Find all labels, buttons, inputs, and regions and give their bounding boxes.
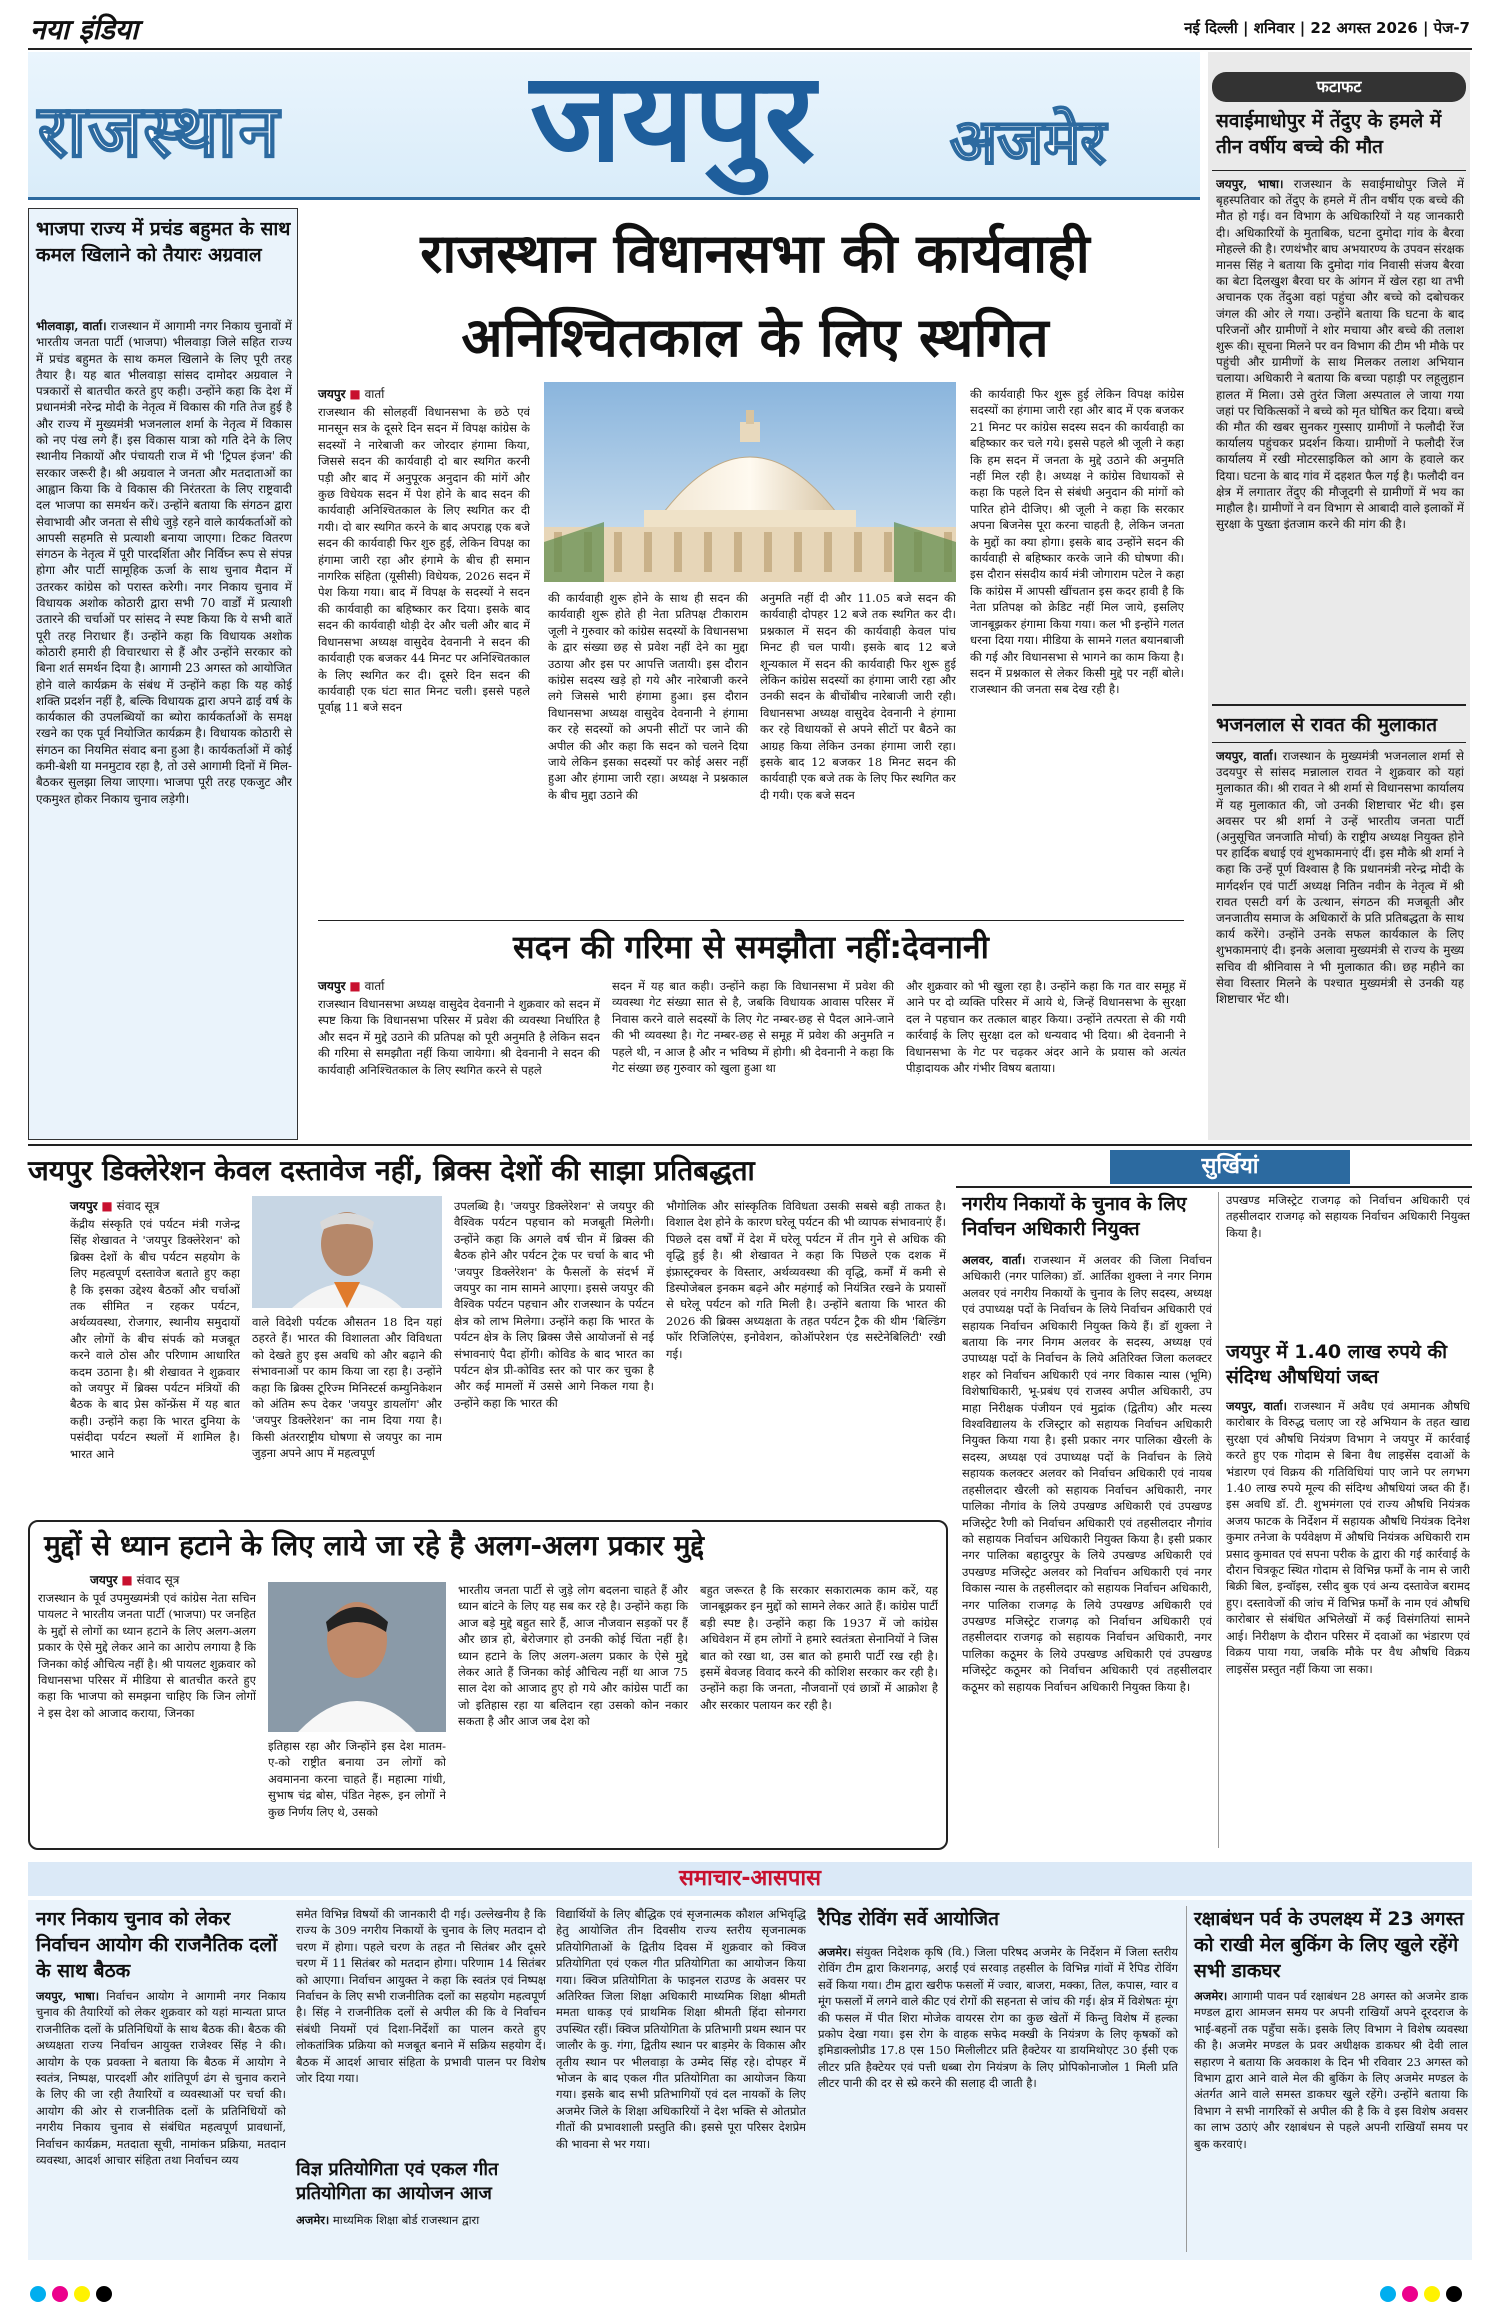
pilot-col1: राजस्थान के पूर्व उपमुख्यमंत्री एवं कांग्रेस नेता सचिन पायलट ने भारतीय जनता पार्टी (भाजपा) पर जनहित के मुद्दों से लोगों का ध्यान हटाने के लिए अलग-अलग प्रकार के ऐसे मुद्दे लेकर आने का आरोप लगाया है कि जिनका कोई औचित्य नहीं है। श्री पायलट शुक्रवार को विधानसभा परिसर में मीडिया से बातचीत करते हुए कहा कि भाजपा को समझना चाहिए कि जिन लोगों ने इस देश को आजाद कराया, जिनका: [38, 1591, 256, 1720]
fatafat-label: [1212, 72, 1466, 102]
lead-headline: राजस्थान विधानसभा की कार्यवाही अनिश्चितकाल के लिए स्थगित: [420, 222, 1090, 369]
aaspaas-a-body2: समेत विभिन्न विषयों की जानकारी दी गई। उल्लेखनीय है कि राज्य के 309 नगरीय निकायों के चुनाव के लिए मतदान दो चरण में होगा। पहले चरण के तहत नौ सितंबर और दूसरे चरण में 11 सितंबर को मतदान होगा। परिणाम 14 सितंबर को आएगा। निर्वाचन आयुक्त ने कहा कि स्वतंत्र एवं निष्पक्ष निर्वाचन के लिए सभी राजनीतिक दलों का सहयोग महत्वपूर्ण है। सिंह ने राजनीतिक दलों से अपील की कि वे निर्वाचन संबंधी नियमों एवं दिशा-निर्देशों का पालन करते हुए लोकतांत्रिक प्रक्रिया को मजबूत बनाने में सक्रिय सहयोग दें। बैठक में आदर्श आचार संहिता के प्रभावी पालन पर विशेष जोर दिया गया।: [296, 1907, 546, 2086]
masthead-city: जयपुर: [530, 46, 816, 190]
fatafat-headline: सवाईमाधोपुर में तेंदुए के हमले में तीन वर्षीय बच्चे की मौत: [1216, 110, 1442, 158]
lead-col2: की कार्यवाही शुरू होने के साथ ही सदन की कार्यवाही शुरू होते ही नेता प्रतिपक्ष टीकाराम जूली ने गुरुवार को कांग्रेस सदस्यों के विधानसभा के द्वार संख्या छह से प्रवेश नहीं देने का मुद्दा उठाया और इस पर आपत्ति जतायी। इस दौरान कांग्रेस सदस्य खड़े हो गये और नारेबाजी करने लगे जिससे भारी हंगामा हुआ। इस दौरान विधानसभा अध्यक्ष वासुदेव देवनानी ने हंगामा कर रहे सदस्यों को अपनी सीटों पर जाने की अपील की और कहा कि सदन को चलने दिया जाये लेकिन इसका सदस्यों पर कोई असर नहीं हुआ और हंगामा जारी रहा। अध्यक्ष ने प्रश्नकाल के बीच मुद्दा उठाने की: [548, 591, 748, 802]
aaspaas-b-body2: विद्यार्थियों के लिए बौद्धिक एवं सृजनात्मक कौशल अभिवृद्धि हेतु आयोजित तीन दिवसीय राज्य स्तरीय सृजनात्मक प्रतियोगिताओं के द्वितीय दिवस में शुक्रवार को क्विज प्रतियोगिता एवं एकल गीत प्रतियोगिता का आयोजन किया गया। क्विज प्रतियोगिता के फाइनल राउण्ड के अवसर पर अतिरिक्त जिला शिक्षा अधिकारी माध्यमिक शिक्षा श्रीमती ममता धाकड़ एवं प्राथमिक शिक्षा श्रीमती हिंदा सोनगरा उपस्थित रहीं। क्विज प्रतियोगिता के प्रतिभागी प्रथम स्थान पर जालौर के कु. गंगा, द्वितीय स्थान पर बाड़मेर के विकास और तृतीय स्थान पर भीलवाड़ा के उम्मेद सिंह रहे। दोपहर में भोजन के बाद एकल गीत प्रतियोगिता का आयोजन किया गया। इसके बाद सभी प्रतिभागियों एवं दल नायकों के लिए अजमेर जिले के शिक्षा अधिकारियों ने देश भक्ति से ओतप्रोत गीतों की प्रभावशाली प्रस्तुति की। इससे पूरा परिसर देशप्रेम की भावना से भर गया।: [556, 1907, 806, 2151]
devnani-headline: सदन की गरिमा से समझौता नहीं:देवनानी: [513, 928, 989, 966]
lead-col3: अनुमति नहीं दी और 11.05 बजे सदन की कार्यवाही दोपहर 12 बजे तक स्थगित कर दी। प्रश्नकाल में सदन की कार्यवाही केवल पांच मिनट ही चल पायी। इसके बाद 12 बजे शून्यकाल में सदन की कार्यवाही फिर शुरू हुई लेकिन कांग्रेस सदस्यों का हंगामा जारी रहा और उनकी सदन के बीचोंबीच नारेबाजी जारी रही। विधानसभा अध्यक्ष वासुदेव देवनानी ने हंगामा कर रहे विधायकों से अपने सीटों पर बैठने का आग्रह किया लेकिन उनका हंगामा जारी रहा। इसके बाद 12 बजकर 18 मिनट सदन की कार्यवाही एक बजे तक के लिए फिर स्थगित कर दी गयी। एक बजे सदन: [760, 591, 956, 802]
surkhiyan-item1-headline: नगरीय निकायों के चुनाव के लिए निर्वाचन अधिकारी नियुक्त: [962, 1193, 1187, 1240]
bjp-body: भीलवाड़ा, वार्ता। राजस्थान में आगामी नगर निकाय चुनावों में भारतीय जनता पार्टी (भाजपा) भीलवाड़ा जिले सहित राज्य में प्रचंड बहुमत के साथ कमल खिलाने के लिए पूरी तरह तैयार है। यह बात भीलवाड़ा सांसद दामोदर अग्रवाल ने पत्रकारों से बातचीत करते हुए कही। उन्होंने कहा कि देश में प्रधानमंत्री नरेन्द्र मोदी के नेतृत्व में विकास की गति तेज हुई है और राज्य में मुख्यमंत्री भजनलाल शर्मा के नेतृत्व में विकास को नए पंख लगे हैं। इस विकास यात्रा को गति देने के लिए स्थानीय निकायों और पंचायती राज में भी 'ट्रिपल इंजन' की सरकार जरूरी है। श्री अग्रवाल ने जनता और मतदाताओं का आह्वान किया कि वे विकास की निरंतरता के लिए राष्ट्रवादी दल भाजपा का समर्थन करें। उन्होंने बताया कि संगठन द्वारा सेवाभावी और जनता से सीधे जुड़े रहने वाले कार्यकर्ताओं को आपसी सहमति से प्रत्याशी बनाया जाएगा। टिकट वितरण संगठन के नेतृत्व में पूरी पारदर्शिता और निर्विघ्न रूप से संपन्न होगा और पार्टी सामूहिक ऊर्जा के साथ चुनाव मैदान में उतरकर कांग्रेस को परास्त करेगी। नगर निकाय चुनाव में विधायक अशोक कोठारी द्वारा सभी 70 वार्डों में प्रत्याशी उतारने की चर्चाओं पर सांसद ने स्पष्ट किया कि ये सभी बातें पूरी तरह निराधार हैं। उन्होंने कहा कि विधायक अशोक कोठारी हमारी ही विचारधारा से हैं और उन्होंने सरकार को बिना शर्त समर्थन दिया है। आगामी 23 अगस्त को आयोजित होने वाले कार्यक्रम के संबंध में उन्होंने कहा कि यह कोई शक्ति प्रदर्शन नहीं है, बल्कि विधायक द्वारा अपने ढाई वर्ष के कार्यकाल की उपलब्धियों का ब्योरा कार्यकर्ताओं के समक्ष रखने का एक पूर्व नियोजित कार्यक्रम है। विधायक कोठारी से संगठन का नियमित संवाद बना हुआ है। कार्यकर्ताओं में कोई कमी-बेशी या मनमुटाव रहा है, तो उसे आगामी दिनों में मिल-बैठकर सुलझा लिया जाएगा। भाजपा पूरी तरह एकजुट और एकमुश्त होकर निकाय चुनाव लड़ेगी।: [36, 319, 292, 806]
registration-marks-left: [30, 2286, 112, 2302]
surkhiyan-label-text: सुर्खियां: [1201, 1154, 1259, 1179]
assembly-photo: [544, 382, 956, 582]
fatafat-body: जयपुर, भाषा। राजस्थान के सवाईमाधोपुर जिले में बृहस्पतिवार को तेंदुए के हमले में तीन वर्षीय एक बच्चे की मौत हो गई। वन विभाग के अधिकारियों ने यह जानकारी दी। अधिकारियों के मुताबिक, घटना दुमोदा गांव के बैरवा मोहल्ले की है। रणथंभौर बाघ अभयारण्य के उपवन संरक्षक मानस सिंह ने बताया कि दुमोदा गांव निवासी संजय बैरवा का बेटा दिलखुश बैरवा घर के आंगन में खेल रहा था तभी अचानक एक तेंदुआ वहां पहुंचा और बच्चे को दबोचकर जंगल की ओर ले गया। उन्होंने बताया कि घटना के बाद परिजनों और ग्रामीणों ने शोर मचाया और बच्चे की तलाश शुरू की। सूचना मिलने पर वन विभाग की टीम भी मौके पर पहुंची और ग्रामीणों के साथ मिलकर तलाश अभियान चलाया। अधिकारी ने बताया कि बच्चा पहाड़ी पर लहूलुहान हालत में मिला। उसे तुरंत जिला अस्पताल ले जाया गया जहां पर चिकित्सकों ने बच्चे को मृत घोषित कर दिया। बच्चे की मौत की खबर सुनकर गुस्साए ग्रामीणों ने फलौदी रेंज कार्यालय पहुंचकर प्रदर्शन किया। ग्रामीणों ने फलौदी रेंज कार्यालय में रखी मोटरसाइकिल को आग के हवाले कर दिया। घटना के बाद गांव में दहशत फैल गई है। फलौदी वन क्षेत्र में लगातार तेंदुए की मौजूदगी से ग्रामीणों में भय का माहौल है। ग्रामीणों ने वन विभाग से आबादी वाले इलाकों में सुरक्षा के पुख्ता इंतजाम करने की मांग की है।: [1216, 177, 1464, 532]
declaration-headline: जयपुर डिक्लेरेशन केवल दस्तावेज नहीं, ब्रिक्स देशों की साझा प्रतिबद्धता: [28, 1154, 755, 1187]
meeting-body: जयपुर, वार्ता। राजस्थान के मुख्यमंत्री भजनलाल शर्मा से उदयपुर से सांसद मन्नालाल रावत ने शुक्रवार को यहां मुलाकात की। श्री रावत ने श्री शर्मा से विधानसभा कार्यालय में यह मुलाकात की, जो उनकी शिष्टाचार भेंट थी। इस अवसर पर श्री शर्मा ने उन्हें भारतीय जनता पार्टी (अनुसूचित जनजाति मोर्चा) के राष्ट्रीय अध्यक्ष नियुक्त होने पर हार्दिक बधाई एवं शुभकामनाएं दीं। इस मौके श्री शर्मा ने कहा कि उन्हें पूर्ण विश्वास है कि प्रधानमंत्री नरेन्द्र मोदी के मार्गदर्शन एवं पार्टी अध्यक्ष नितिन नवीन के नेतृत्व में श्री रावत एसटी वर्ग के उत्थान, संगठन की मजबूती और जनजातीय समाज के अधिकारों के प्रति प्रतिबद्धता के साथ कार्य करेंगे। उन्होंने उनके सफल कार्यकाल के लिए शुभकामनाएं दी। इनके अलावा मुख्यमंत्री से राज्य के मुख्य सचिव वी श्रीनिवास ने भी मुलाकात की। छह महीने का सेवा विस्तार मिलने के पश्चात मुख्यमंत्री से उनकी यह शिष्टाचार भेंट थी।: [1216, 749, 1464, 1007]
aaspaas-d-body: अजमेर। आगामी पावन पर्व रक्षाबंधन 28 अगस्त को अजमेर डाक मण्डल द्वारा आमजन समय पर अपनी राखियाँ अपने दूरदराज के भाई-बहनों तक पहुँचा सकें। इसके लिए विभाग ने विशेष व्यवस्था की है। अजमेर मण्डल के प्रवर अधीक्षक डाकघर श्री देवी लाल सहारण ने बताया कि अवकाश के दिन भी रविवार 23 अगस्त को विभाग द्वारा आने वाले मेल की बुकिंग के लिए अजमेर मण्डल के अंतर्गत आने वाले समस्त डाकघर खुले रहेंगे। उन्होंने बताया कि विभाग ने सभी नागरिकों से अपील की है कि वे इस विशेष अवसर का लाभ उठाएं और रक्षाबंधन से पहले अपनी राखियाँ समय पर बुक करवाएं।: [1194, 1989, 1468, 2151]
aaspaas-c-body: अजमेर। संयुक्त निदेशक कृषि (वि.) जिला परिषद अजमेर के निर्देशन में जिला स्तरीय रोविंग टीम द्वारा किशनगढ़, अराईं एवं सरवाड़ तहसील के विभिन्न गांवों में रैपिड रोविंग सर्वे किया गया। टीम द्वारा खरीफ फसलों में ज्वार, बाजरा, मक्का, तिल, कपास, ग्वार व मूंग फसलों में लगने वाले कीट एवं रोगों की सहनता से जांच की गई। क्षेत्र में विशेषतः मूंग की फसल में पीत शिरा मोजेक वायरस रोग का कुछ खेतों में किन्तु विशेष में हल्का प्रकोप देखा गया। इस रोग के वाहक सफेद मक्खी के नियंत्रण के लिए कृषकों को इमिडाक्लोप्रीड 17.8 एस 150 मिलीलीटर प्रति हैक्टेयर या डायमिथोएट 30 ईसी एक लीटर प्रति हैक्टेयर एवं पत्ती धब्बा रोग नियंत्रण के लिए प्रोपिकोनाजोल 1 मिली प्रति लीटर पानी की दर से स्प्रे करने की सलाह दी जाती है।: [818, 1945, 1178, 2091]
aaspaas-c-headline: रैपिड रोविंग सर्वे आयोजित: [818, 1908, 999, 1930]
devnani-col3: और शुक्रवार को भी खुला रहा है। उन्होंने कहा कि गत वार समूह में आने पर दो व्यक्ति परिसर में आये थे, जिन्हें विधानसभा के सुरक्षा दल ने पहचान कर तत्काल बाहर किया। उन्होंने तत्परता से की गयी कार्रवाई के लिए सुरक्षा दल को धन्यवाद भी दिया। श्री देवनानी ने विधानसभा के गेट पर चढ़कर अंदर आने के प्रयास को अत्यंत पीड़ादायक और गंभीर विषय बताया।: [906, 979, 1186, 1076]
surkhiyan-item2-headline: जयपुर में 1.40 लाख रुपये की संदिग्ध औषधियां जब्त: [1226, 1341, 1448, 1388]
aaspaas-d-headline: रक्षाबंधन पर्व के उपलक्ष्य में 23 अगस्त को राखी मेल बुकिंग के लिए खुले रहेंगे सभी डाकघर: [1194, 1908, 1464, 1982]
pilot-photo: [268, 1582, 446, 1732]
meeting-headline: भजनलाल से रावत की मुलाकात: [1216, 714, 1438, 736]
lead-col1: राजस्थान की सोलहवीं विधानसभा के छठे एवं मानसून सत्र के दूसरे दिन सदन में विपक्ष कांग्रेस के सदस्यों ने नारेबाजी कर जोरदार हंगामा किया, जिससे सदन की कार्यवाही दो बार स्थगित करनी पड़ी और बाद में अनुपूरक अनुदान की मांगें और कुछ विधेयक सदन में पेश होने के बाद सदन की कार्यवाही अनिश्चितकाल के लिए स्थगित कर दी गयी। दो बार स्थगित करने के बाद अपराह्न एक बजे सदन की कार्यवाही फिर शुरु हुई, लेकिन विपक्ष का हंगामा जारी रहा और हंगामे के बीच ही समान नागरिक संहिता (यूसीसी) विधेयक, 2026 सदन में पेश किया गया। बाद में विपक्ष के सदस्यों ने सदन की कार्यवाही का बहिष्कार कर दिया। इसके बाद सदन की कार्यवाही थोड़ी देर और चली और बाद में विधानसभा अध्यक्ष वासुदेव देवनानी ने सदन की कार्यवाही एक बजकर 44 मिनट पर अनिश्चितकाल के लिए स्थगित कर दी। दूसरे दिन सदन की कार्यवाही एक घंटा सात मिनट चली। इससे पहले पूर्वाह्न 11 बजे सदन: [318, 405, 530, 715]
paper-name: नया इंडिया: [30, 13, 139, 46]
bjp-headline: भाजपा राज्य में प्रचंड बहुमत के साथ कमल खिलाने को तैयारः अग्रवाल: [36, 218, 291, 266]
shekhawat-photo: [252, 1196, 442, 1308]
declaration-col2: वाले विदेशी पर्यटक औसतन 18 दिन यहां ठहरते हैं। भारत की विशालता और विविधता को देखते हुए इस अवधि को और बढ़ाने की संभावनाओं पर काम किया जा रहा है। उन्होंने कहा कि ब्रिक्स टूरिज्म मिनिस्टर्स कम्युनिकेशन को अंतिम रूप देकर 'जयपुर डायलॉग' और 'जयपुर डिक्लेरेशन' का नाम दिया गया है। किसी अंतरराष्ट्रीय घोषणा से जयपुर का नाम जुड़ना अपने आप में महत्वपूर्ण: [252, 1315, 442, 1461]
pilot-byline: जयपुर ■ संवाद सूत्र: [90, 1573, 180, 1587]
aaspaas-label: समाचार-आसपास: [679, 1866, 821, 1891]
aaspaas-a-headline: नगर निकाय चुनाव को लेकर निर्वाचन आयोग की राजनैतिक दलों के साथ बैठक: [36, 1908, 278, 1982]
devnani-col2: सदन में यह बात कही। उन्होंने कहा कि विधानसभा में प्रवेश की व्यवस्था गेट संख्या सात से है, जबकि विधायक आवास परिसर में निवास करने वाले सदस्यों के लिए गेट नम्बर-छह से पैदल आने-जाने की भी व्यवस्था है। गेट नम्बर-छह से समूह में प्रवेश की अनुमति न पहले थी, न आज है और न भविष्य में होगी। श्री देवनानी ने कहा कि गेट संख्या छह गुरुवार को खुला हुआ था: [612, 979, 894, 1076]
pilot-col2: इतिहास रहा और जिन्होंने इस देश मातम-ए-को राष्ट्रीत बनाया उन लोगों को अवमानना करना चाहते हैं। महात्मा गांधी, सुभाष चंद्र बोस, पंडित नेहरू, इन लोगों ने कुछ निर्णय लिए थे, उसको: [268, 1739, 446, 1819]
masthead-state: राजस्थान: [38, 89, 281, 173]
declaration-col1: केंद्रीय संस्कृति एवं पर्यटन मंत्री गजेन्द्र सिंह शेखावत ने 'जयपुर डिक्लेरेशन' को ब्रिक्स देशों के बीच पर्यटन सहयोग के लिए महत्वपूर्ण दस्तावेज बताते हुए कहा है कि इसका उद्देश्य बैठकों और चर्चाओं तक सीमित न रहकर पर्यटन, अर्थव्यवस्था, रोजगार, स्थानीय समुदायों और लोगों के बीच संपर्क को मजबूत करने वाले ठोस और परिणाम आधारित कदम उठाना है। श्री शेखावत ने शुक्रवार को जयपुर में ब्रिक्स पर्यटन मंत्रियों की बैठक के बाद प्रेस कॉन्फ्रेंस में यह बात कही। उन्होंने कहा कि भारत दुनिया के पसंदीदा पर्यटन स्थलों में शामिल है। भारत आने: [70, 1217, 240, 1461]
devnani-byline: जयपुर ■ वार्ता: [318, 979, 385, 993]
aaspaas-b-body: अजमेर। माध्यमिक शिक्षा बोर्ड राजस्थान द्वारा: [296, 2213, 480, 2227]
pilot-headline: मुद्दों से ध्यान हटाने के लिए लाये जा रहे है अलग-अलग प्रकार मुद्दे: [44, 1529, 705, 1562]
lead-byline: जयपुर ■ वार्ता: [318, 387, 385, 401]
aaspaas-a-body: जयपुर, भाषा। निर्वाचन आयोग ने आगामी नगर निकाय चुनाव की तैयारियों को लेकर शुक्रवार को यहां मान्यता प्राप्त राजनीतिक दलों के प्रतिनिधियों के साथ बैठक की। बैठक की अध्यक्षता राज्य निर्वाचन आयुक्त राजेश्वर सिंह ने की। आयोग के एक प्रवक्ता ने बताया कि बैठक में आयोग ने स्वतंत्र, निष्पक्ष, पारदर्शी और शांतिपूर्ण ढंग से चुनाव कराने के लिए की जा रही तैयारियों व व्यवस्थाओं पर चर्चा की। आयोग की ओर से राजनीतिक दलों के प्रतिनिधियों को नगरीय निकाय चुनाव से संबंधित महत्वपूर्ण प्रावधानों, निर्वाचन कार्यक्रम, मतदाता सूची, नामांकन प्रक्रिया, मतदान व्यवस्था, आदर्श आचार संहिता तथा निर्वाचन व्यय: [36, 1989, 286, 2168]
pilot-col4: बहुत जरूरत है कि सरकार सकारात्मक काम करें, यह जानबूझकर इन मुद्दों को सामने लेकर आते हैं। कांग्रेस पार्टी बड़ी स्पष्ट है। उन्होंने कहा कि 1937 में जो कांग्रेस अधिवेशन में हम लोगों ने हमारे स्वतंत्रता सेनानियों ने जिस बात को रखा था, उस बात को हमारी पार्टी रख रही है। इसमें बेवजह विवाद करने की कोशिश सरकार कर रही है। उन्होंने कहा कि जनता, नौजवानों एवं छात्रों में आक्रोश है और सरकार पलायन कर रही है।: [700, 1583, 938, 1712]
declaration-col4: भौगोलिक और सांस्कृतिक विविधता उसकी सबसे बड़ी ताकत है। विशाल देश होने के कारण घरेलू पर्यटन की भी व्यापक संभावनाएं हैं। पिछले दस वर्षों में देश में घरेलू पर्यटन में तीन गुने से अधिक की वृद्धि हुई है। श्री शेखावत ने कहा कि पिछले एक दशक में इंफ्रास्ट्रक्चर के विस्तार, अर्थव्यवस्था की वृद्धि, कर्मों में कमी से डिस्पोजेबल इनकम बढ़ने और महंगाई को नियंत्रित रखने के प्रयासों से घरेलू पर्यटन को गति मिली है। उन्होंने बताया कि भारत की 2026 की ब्रिक्स अध्यक्षता के तहत पर्यटन ट्रैक की थीम 'बिल्डिंग फॉर रिजिलिएंस, इनोवेशन, कोऑपरेशन एंड सस्टेनेबिलिटी' रखी गई।: [666, 1199, 946, 1361]
surkhiyan-item1-body: अलवर, वार्ता। राजस्थान में अलवर की जिला निर्वाचन अधिकारी (नगर पालिका) डॉ. आर्तिका शुक्ला ने नगर निगम अलवर एवं नगरीय निकायों के चुनाव के लिए सदस्य, अध्यक्ष एवं उपाध्यक्ष पदों के निर्वाचन के लिये निर्वाचन अधिकारी एवं सहायक निर्वाचन अधिकारी नियुक्त किये हैं। डॉ शुक्ला ने बताया कि नगर निगम अलवर के सदस्य, अध्यक्ष एवं उपाध्यक्ष पदों के निर्वाचन के लिये अतिरिक्त जिला कलक्टर शहर को निर्वाचन अधिकारी एवं नगर विकास न्यास (भूमि) विशेषाधिकारी, भू-प्रबंध एवं राजस्व अपील अधिकारी, उप माहा निरीक्षक पंजीयन एवं मुद्रांक (द्वितीय) और मत्स्य विश्वविद्यालय के रजिस्ट्रार को सहायक निर्वाचन अधिकारी नियुक्त किया गया है। इसी प्रकार नगर पालिका खैरली के सदस्य, अध्यक्ष एवं उपाध्यक्ष पदों के निर्वाचन के लिये सहायक कलक्टर अलवर को निर्वाचन अधिकारी एवं नायब तहसीलदार खैरली को सहायक निर्वाचन अधिकारी, नगर पालिका नौगांव के लिये उपखण्ड अधिकारी एवं उपखण्ड मजिस्ट्रेट रैणी को निर्वाचन अधिकारी एवं तहसीलदार नौगांव को सहायक निर्वाचन अधिकारी नियुक्त किया है। इसी प्रकार नगर पालिका बहादुरपुर के लिये उपखण्ड अधिकारी एवं उपखण्ड मजिस्ट्रेट अलवर को निर्वाचन अधिकारी एवं नगर विकास न्यास के तहसीलदार को सहायक निर्वाचन अधिकारी, नगर पालिका राजगढ़ के लिये उपखण्ड अधिकारी एवं उपखण्ड मजिस्ट्रेट राजगढ़ को निर्वाचन अधिकारी एवं तहसीलदार राजगढ़ को सहायक निर्वाचन अधिकारी, नगर पालिका कठूमर के लिये उपखण्ड अधिकारी एवं उपखण्ड मजिस्ट्रेट कठूमर को निर्वाचन अधिकारी एवं तहसीलदार कठूमर को सहायक निर्वाचन अधिकारी नियुक्त किया है।: [962, 1253, 1212, 1694]
surkhiyan-item2-body: जयपुर, वार्ता। राजस्थान में अवैध एवं अमानक औषधि कारोबार के विरुद्ध चलाए जा रहे अभियान के तहत खाद्य सुरक्षा एवं औषधि नियंत्रण विभाग ने जयपुर में कार्रवाई करते हुए एक गोदाम से बिना वैध लाइसेंस दवाओं के भंडारण एवं विक्रय की गतिविधियां पाए जाने पर लगभग 1.40 लाख रुपये मूल्य की संदिग्ध औषधियां जब्त की हैं। इस अवधि डॉ. टी. शुभमंगला एवं राज्य औषधि नियंत्रक अजय फाटक के निर्देशन में सहायक औषधि नियंत्रक दिनेश कुमार तनेजा के पर्यवेक्षण में औषधि नियंत्रक अधिकारी राम प्रसाद कुमावत एवं सपना परीक के द्वारा की गई कार्रवाई के दौरान चित्रकूट स्थित गोदाम से विभिन्न फर्मों के नाम से जारी बिक्री बिल, इन्वॉइस, रसीद बुक एवं अन्य दस्तावेज बरामद हुए। दस्तावेजों की जांच में विभिन्न फर्मों के नाम एवं औषधि कारोबार से संबंधित अभिलेखों में कई विसंगतियां सामने आई। निरीक्षण के दौरान परिसर में दवाओं का भंडारण एवं विक्रय पाया गया, जबकि मौके पर वैध औषधि विक्रय लाइसेंस प्रस्तुत नहीं किया जा सका।: [1226, 1399, 1470, 1676]
fatafat-label-text: फटाफट: [1316, 77, 1362, 96]
masthead-subcity: अजमेर: [950, 105, 1106, 178]
declaration-byline: जयपुर ■ संवाद सूत्र: [70, 1199, 160, 1213]
pilot-col3: भारतीय जनता पार्टी से जुड़े लोग बदलना चाहते हैं और ध्यान बांटने के लिए यह सब कर रहे है। उन्होंने कहा कि आज बड़े मुद्दे बहुत सारे हैं, आज नौजवान सड़कों पर हैं और छात्र हो, बेरोजगार हो उनकी कोई चिंता नहीं है। ध्यान हटाने के लिए अलग-अलग प्रकार के ऐसे मुद्दे लेकर आते हैं जिनका कोई औचित्य नहीं था आज 75 साल देश को आजाद हुए हो गये और कांग्रेस पार्टी का जो इतिहास रहा या बलिदान रहा उसको कोन नकार सकता है और आज जब देश को: [458, 1583, 688, 1729]
surkhiyan-label: [1110, 1150, 1350, 1184]
surkhiyan-item1-cont: उपखण्ड मजिस्ट्रेट राजगढ़ को निर्वाचन अधिकारी एवं तहसीलदार राजगढ़ को सहायक निर्वाचन अधिकारी नियुक्त किया है।: [1226, 1193, 1470, 1240]
registration-marks-right: [1380, 2286, 1462, 2302]
declaration-col3: उपलब्धि है। 'जयपुर डिक्लेरेशन' से जयपुर की वैश्विक पर्यटन पहचान को मजबूती मिलेगी। उन्होंने कहा कि अगले वर्ष चीन में ब्रिक्स की बैठक होने और पर्यटन ट्रेक पर चर्चा के बाद भी 'जयपुर डिक्लेरेशन' के फैसलों के संदर्भ में जयपुर का नाम सामने आएगा। इससे जयपुर की वैश्विक पर्यटन पहचान और राजस्थान के पर्यटन क्षेत्र को लाभ मिलेगा। उन्होंने कहा कि भारत के पर्यटन क्षेत्र के लिए ब्रिक्स जैसे आयोजनों से नई संभावनाएं पैदा होंगी। कोविड के बाद भारत का पर्यटन क्षेत्र प्री-कोविड स्तर को पार कर चुका है और कई मामलों में उससे आगे निकल गया है। उन्होंने कहा कि भारत की: [454, 1199, 654, 1410]
aaspaas-b-headline: विज्ञ प्रतियोगिता एवं एकल गीत प्रतियोगिता का आयोजन आज: [296, 2159, 499, 2204]
lead-col4: की कार्यवाही फिर शुरू हुई लेकिन विपक्ष कांग्रेस सदस्यों का हंगामा जारी रहा और बाद में एक बजकर 21 मिनट पर कांग्रेस सदस्य सदन की कार्यवाही का बहिष्कार कर चले गये। इससे पहले श्री जूली ने कहा कि हम सदन में जनता के मुद्दे उठाने की अनुमति नहीं मिल रही है। अध्यक्ष ने कांग्रेस विधायकों से कहा कि पहले दिन से संबंधी अनुदान की मांगों को पारित होने दीजिए। श्री जूली ने कहा कि सरकार अपना बिजनेस पूरा करना चाहती है, लेकिन जनता के मुद्दों का क्या होगा। इसके बाद उन्होंने सदन की कार्यवाही से बहिष्कार करके जाने की घोषणा की। इस दौरान संसदीय कार्य मंत्री जोगाराम पटेल ने कहा कि कांग्रेस में आपसी खींचतान इस कदर हावी है कि नेता प्रतिपक्ष को क्रेडिट नहीं मिल जाये, इसलिए जानबूझकर हंगामा किया गया। कल भी इन्होंने गलत धरना दिया गया। मीडिया के सामने गलत बयानबाजी की गई और विधानसभा से भागने का काम किया है। सदन में प्रश्नकाल से लेकर किसी मुद्दे पर नहीं बोले। राजस्थान की जनता सब देख रही है।: [970, 387, 1184, 697]
devnani-col1: राजस्थान विधानसभा अध्यक्ष वासुदेव देवनानी ने शुक्रवार को सदन में स्पष्ट किया कि विधानसभा परिसर में प्रवेश की व्यवस्था निर्धारित है और सदन में मुद्दे उठाने की प्रतिपक्ष को पूरी अनुमति है लेकिन सदन की गरिमा से समझौता नहीं किया जायेगा। श्री देवनानी ने सदन की कार्यवाही अनिश्चितकाल के लिए स्थगित करने से पहले: [318, 997, 600, 1077]
date-line: नई दिल्ली | शनिवार | 22 अगस्त 2026 | पेज-7: [1184, 19, 1470, 37]
